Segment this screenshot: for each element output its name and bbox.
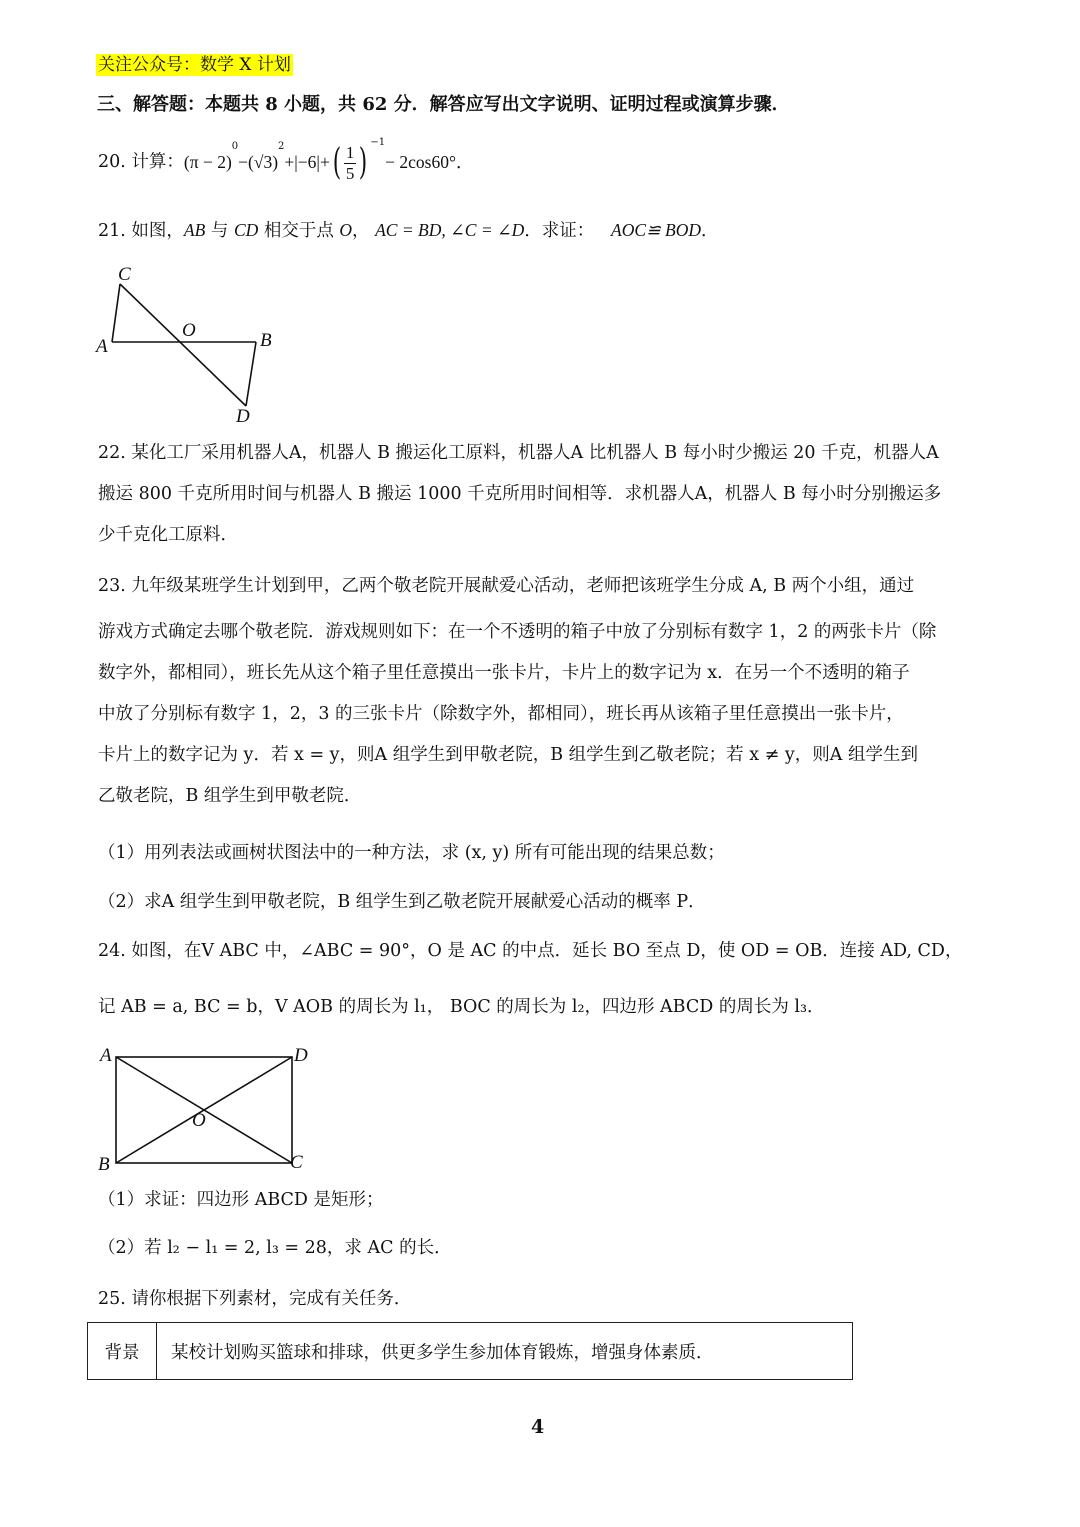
q24-subquestion-1: （1）求证：四边形 ABCD 是矩形；	[98, 1190, 384, 1210]
q23-line: 游戏方式确定去哪个敬老院．游戏规则如下：在一个不透明的箱子中放了分别标有数字 1，2 的两张卡片（除	[98, 622, 937, 642]
q21-text: 相交于点	[258, 221, 340, 241]
q21-text: ．	[701, 221, 719, 241]
q20-number: 20. 计算：	[98, 152, 184, 173]
q21-text: ，	[352, 221, 370, 241]
label-o: O	[182, 320, 196, 341]
table-cell-content: 某校计划购买篮球和排球，供更多学生参加体育锻炼，增强身体素质．	[157, 1323, 853, 1380]
q25-intro: 25. 请你根据下列素材，完成有关任务．	[98, 1289, 412, 1309]
label-b: B	[98, 1154, 110, 1175]
q21-text: 21. 如图，	[98, 221, 184, 241]
q20-op: −	[238, 152, 249, 173]
q21-segment-ab: AB	[183, 220, 206, 240]
q21-segment-cd: CD	[233, 220, 259, 240]
label-c: C	[290, 1152, 303, 1173]
q23-line: 数字外，都相同），班长先从这个箱子里任意摸出一张卡片，卡片上的数字记为 x．在另一个不透明的箱子	[98, 663, 910, 683]
q20-term-sqrt3: (√3)	[248, 152, 279, 173]
q20-exp-0: 0	[231, 141, 239, 152]
q23-line: 中放了分别标有数字 1，2，3 的三张卡片（除数字外，都相同），班长再从该箱子里任意摸出一张卡片，	[98, 704, 904, 724]
segment-cd	[120, 284, 246, 406]
table-row	[88, 1323, 853, 1380]
q24-line-1: 24. 如图，在V ABC 中，∠ABC = 90°，O 是 AC 的中点．延长 BO 至点 D，使 OD = OB．连接 AD, CD，	[98, 941, 963, 961]
left-paren: (	[332, 142, 342, 183]
q21-text: ．求证：	[524, 221, 595, 241]
q21-condition: AC = BD, ∠C = ∠D	[375, 220, 525, 240]
label-o: O	[192, 1110, 206, 1131]
q20-term-abs: |−6|	[294, 152, 320, 173]
q23-subquestion-1: （1）用列表法或画树状图法中的一种方法，求 (x, y) 所有可能出现的结果总数；	[98, 843, 725, 863]
q20-op: +	[284, 152, 295, 173]
q21-figure	[90, 258, 290, 428]
q24-line-2: 记 AB = a, BC = b，V AOB 的周长为 l₁， BOC 的周长为 l₂，四边形 ABCD 的周长为 l₃．	[98, 997, 825, 1017]
q21-text: 与	[205, 221, 234, 241]
fraction-numerator: 1	[345, 142, 355, 162]
q23-line: 23. 九年级某班学生计划到甲，乙两个敬老院开展献爱心活动，老师把该班学生分成 A, B 两个小组，通过	[98, 576, 915, 596]
q23-subquestion-2: （2）求A 组学生到甲敬老院，B 组学生到乙敬老院开展献爱心活动的概率 P．	[98, 892, 706, 912]
q22-line: 22. 某化工厂采用机器人A，机器人 B 搬运化工原料，机器人A 比机器人 B 每小时少搬运 20 千克，机器人A	[98, 443, 939, 463]
q22-line: 搬运 800 千克所用时间与机器人 B 搬运 1000 千克所用时间相等．求机器人A，机器人 B 每小时分别搬运多	[98, 484, 942, 504]
q20-exp-neg1: −1	[370, 137, 386, 148]
q23-line: 卡片上的数字记为 y．若 x = y，则A 组学生到甲敬老院，B 组学生到乙敬老院；若 x ≠ y，则A 组学生到	[98, 745, 918, 765]
section-heading: 三、解答题：本题共 8 小题，共 62 分．解答应写出文字说明、证明过程或演算步骤．	[97, 94, 790, 115]
right-paren: )	[359, 142, 368, 183]
label-d: D	[294, 1045, 308, 1066]
label-c: C	[118, 264, 131, 285]
q24-figure	[92, 1040, 322, 1180]
q22-line: 少千克化工原料．	[98, 525, 238, 545]
q20-fraction	[344, 143, 357, 184]
q20-tail: − 2cos60°．	[385, 152, 474, 173]
fraction-denominator: 5	[345, 163, 355, 183]
q24-subquestion-2: （2）若 l₂ − l₁ = 2, l₃ = 28，求 AC 的长．	[98, 1238, 452, 1258]
table-cell-label: 背景	[88, 1323, 157, 1380]
q23-line: 乙敬老院，B 组学生到甲敬老院．	[98, 786, 362, 806]
q20-exp-2: 2	[278, 141, 285, 152]
watermark-label: 关注公众号：数学 X 计划	[98, 55, 291, 75]
question-23	[98, 576, 983, 806]
q25-material-table	[87, 1322, 853, 1380]
question-21	[98, 222, 719, 241]
q20-op: +	[319, 152, 330, 173]
q20-term-pi: (π − 2)	[183, 152, 232, 173]
page-number: 4	[531, 1416, 545, 1438]
label-b: B	[260, 330, 272, 351]
question-20	[98, 136, 473, 190]
label-a: A	[96, 336, 108, 357]
segment-ca	[112, 284, 120, 342]
question-22	[98, 443, 983, 545]
label-a: A	[100, 1045, 112, 1066]
label-d: D	[236, 406, 250, 427]
segment-bd	[246, 342, 256, 406]
q21-proof-target: AOC≌ BOD	[611, 220, 702, 240]
q21-point-o: O	[339, 220, 353, 240]
